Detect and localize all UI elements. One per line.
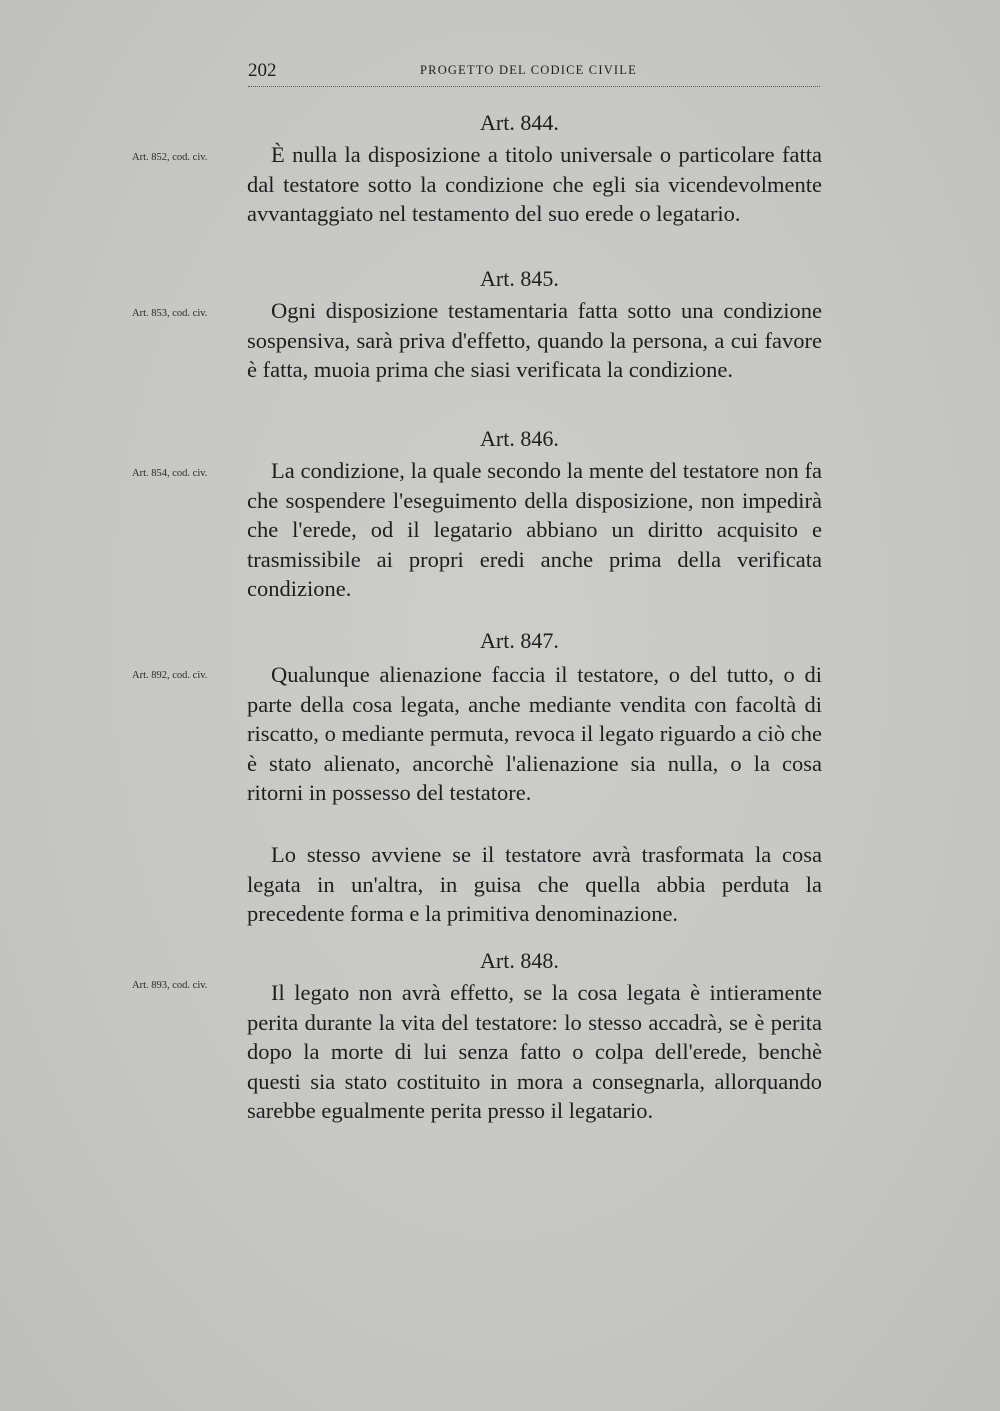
page-header xyxy=(248,60,820,88)
article-paragraph: La condizione, la quale secondo la mente del testatore non fa che sospendere l'eseguimento della disposizione, non impedirà che l'erede, od il legatario abbiano un diritto acquisito e trasmissibile ai propri eredi anche prima della verificata condizione. xyxy=(247,458,822,601)
page-number: 202 xyxy=(248,60,277,81)
article-paragraph: Ogni disposizione testamentaria fatta sotto una condizione sospensiva, sarà priva d'effetto, quando la persona, a cui favore è fatta, muoia prima che siasi verificata la condizione. xyxy=(247,298,822,382)
margin-reference: Art. 854, cod. civ. xyxy=(132,468,208,479)
article-heading: Art. 848. xyxy=(480,948,559,973)
article-paragraph: Il legato non avrà effetto, se la cosa legata è intieramente perita durante la vita del testatore: lo stesso accadrà, se è perita dopo la morte di lui senza fatto o colpa dell'erede, benchè questi sia stato costituito in mora a consegnarla, allorquando sarebbe egualmente perita presso il legatario. xyxy=(247,980,822,1123)
header-rule xyxy=(248,86,820,87)
running-title: PROGETTO DEL CODICE CIVILE xyxy=(420,63,637,77)
article-heading: Art. 846. xyxy=(480,426,559,451)
margin-reference: Art. 892, cod. civ. xyxy=(132,670,208,681)
article-paragraph: È nulla la disposizione a titolo universale o particolare fatta dal testatore sotto la condizione che egli sia vicendevolmente avvantaggiato nel testamento del suo erede o legatario. xyxy=(247,142,822,226)
article-paragraph: Lo stesso avviene se il testatore avrà trasformata la cosa legata in un'altra, in guisa che quella abbia perduta la precedente forma e la primitiva denominazione. xyxy=(247,842,822,926)
margin-reference: Art. 893, cod. civ. xyxy=(132,980,208,991)
article-heading: Art. 845. xyxy=(480,266,559,291)
margin-reference: Art. 852, cod. civ. xyxy=(132,152,208,163)
article-paragraph: Qualunque alienazione faccia il testatore, o del tutto, o di parte della cosa legata, anche mediante vendita con facoltà di riscatto, o mediante permuta, revoca il legato riguardo a ciò che è stato alienato, ancorchè l'alienazione sia nulla, o la cosa ritorni in possesso del testatore. xyxy=(247,662,822,805)
article-heading: Art. 844. xyxy=(480,110,559,135)
margin-reference: Art. 853, cod. civ. xyxy=(132,308,208,319)
article-heading: Art. 847. xyxy=(480,628,559,653)
